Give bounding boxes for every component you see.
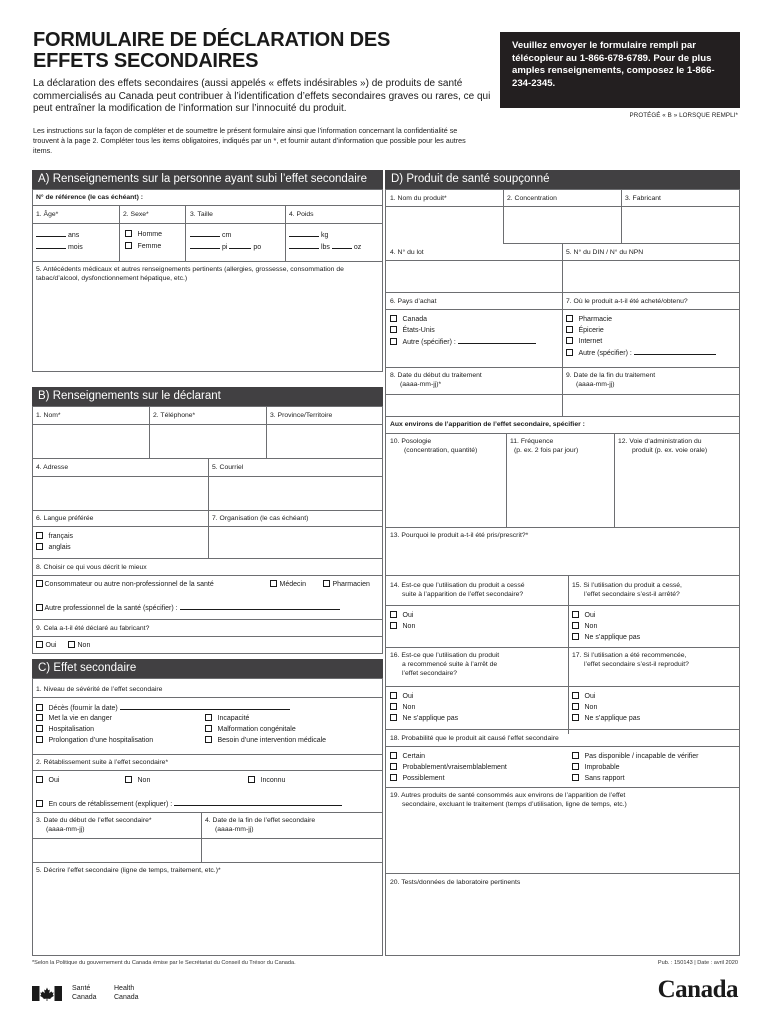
form-title [33, 30, 503, 72]
canada-flag-icon [32, 986, 62, 1006]
effect-stopped-label: 15. Si l’utilisation du produit a cessé, l’effet secondaire s’est-il arrêté? [572, 582, 682, 598]
manufacturer-label: 3. Fabricant [625, 195, 661, 202]
restarted-na-checkbox[interactable]: Ne s’applique pas [390, 714, 458, 723]
product-name-field[interactable] [386, 207, 502, 267]
sex-label: 2. Sexe* [123, 211, 149, 218]
frequency-label: 11. Fréquence (p. ex. 2 fois par jour) [510, 438, 579, 454]
country-canada-checkbox[interactable]: Canada [390, 315, 427, 324]
section-b-header: B) Renseignements sur le déclarant [32, 387, 383, 406]
effect-start-label: 3. Date du début de l’effet secondaire* (aaaa-mm-jj) [36, 817, 152, 833]
prolonged-hospitalization-checkbox[interactable]: Prolongation d’une hospitalisation [36, 736, 153, 745]
title-line-1: FORMULAIRE DE DÉCLARATION DES [33, 29, 391, 51]
use-restarted-label: 16. Est-ce que l’utilisation du produit a recommencé suite à l’arrêt de l’effet secondaire? [390, 652, 500, 677]
title-line-2: EFFETS SECONDAIRES [33, 50, 259, 72]
describe-best-label: 8. Choisir ce qui vous décrit le mieux [36, 564, 147, 571]
recurred-yes-checkbox[interactable]: Oui [572, 692, 595, 701]
recovery-unknown-checkbox[interactable]: Inconnu [248, 776, 285, 785]
reason-label: 13. Pourquoi le produit a-t-il été pris/prescrit?* [390, 532, 529, 539]
organization-field[interactable] [209, 527, 382, 557]
dosage-label: 10. Posologie (concentration, quantité) [390, 438, 478, 454]
email-field[interactable] [209, 477, 382, 509]
age-months-field[interactable] [36, 242, 83, 252]
name-field[interactable] [33, 425, 148, 457]
not-available-checkbox[interactable]: Pas disponible / incapable de vérifier [572, 752, 699, 761]
instructions-text: Les instructions sur la façon de compléter et de soumettre le présent formulaire ainsi que l’information concernant la confidentialité se trouvent à la page 2. Compléter tous les items obligatoires, indiqués par un *, et fournir autant d’information que possible pour les autres items. [33, 126, 466, 155]
place-other-checkbox[interactable]: Autre (spécifier) : [566, 348, 716, 358]
dosage-field[interactable] [386, 460, 505, 526]
phone-field[interactable] [150, 425, 265, 457]
recurred-no-checkbox[interactable]: Non [572, 703, 597, 712]
treatment-start-label: 8. Date du début du traitement (aaaa-mm-jj)* [390, 372, 482, 388]
section-d-header: D) Produit de santé soupçonné [385, 170, 740, 189]
hospitalization-checkbox[interactable]: Hospitalisation [36, 725, 94, 734]
treatment-end-field[interactable] [563, 395, 739, 415]
effect-stopped-yes-checkbox[interactable]: Oui [572, 611, 595, 620]
recovering-checkbox[interactable]: En cours de rétablissement (expliquer) : [36, 799, 342, 809]
congenital-malformation-checkbox[interactable]: Malformation congénitale [205, 725, 296, 734]
severity-label: 1. Niveau de sévérité de l’effet secondaire [36, 686, 163, 693]
lab-tests-label: 20. Tests/données de laboratoire pertinents [390, 879, 521, 886]
effect-end-field[interactable] [202, 839, 382, 861]
reason-field[interactable] [386, 543, 739, 574]
height-cm-field[interactable]: cm [190, 230, 231, 240]
reported-no-checkbox[interactable]: Non [68, 641, 90, 650]
country-usa-checkbox[interactable]: États-Unis [390, 326, 435, 335]
improbable-checkbox[interactable]: Improbable [572, 763, 620, 772]
years-unit: ans [67, 232, 80, 239]
other-products-label: 19. Autres produits de santé consommés aux environs de l’apparition de l’effet secondaire, excluant le traitement (temps d’utilisation, ligne de temps, etc.) [390, 792, 627, 808]
pharmacist-checkbox[interactable]: Pharmacien [323, 580, 370, 589]
address-label: 4. Adresse [36, 464, 69, 471]
age-years-field[interactable] [36, 230, 79, 240]
medical-history-label: 5. Antécédents médicaux et autres renseignements pertinents (allergies, grossesse, consommation de tabac/d’alcool, dysfonctionnement hépatique, etc.) [36, 266, 344, 282]
din-npn-field[interactable] [563, 261, 739, 291]
email-label: 5. Courriel [212, 464, 244, 471]
concentration-label: 2. Concentration [507, 195, 557, 202]
province-field[interactable] [267, 425, 382, 457]
effect-recurred-label: 17. Si l’utilisation a été recommencée, l’effet secondaire s’est-il reproduit? [572, 652, 689, 668]
recurred-na-checkbox[interactable]: Ne s’applique pas [572, 714, 640, 723]
probable-checkbox[interactable]: Probablement/vraisemblablement [390, 763, 507, 772]
describe-effect-label: 5. Décrire l’effet secondaire (ligne de temps, traitement, etc.)* [36, 867, 221, 874]
stopped-no-checkbox[interactable]: Non [390, 622, 415, 631]
describe-effect-field[interactable] [33, 878, 382, 955]
reported-manufacturer-label: 9. Cela a-t-il été déclaré au fabricant? [36, 625, 150, 632]
other-products-field[interactable] [386, 812, 739, 872]
route-field[interactable] [615, 460, 739, 526]
policy-footnote: *Selon la Politique du gouvernement du Canada émise par le Secrétariat du Conseil du Trésor du Canada. [32, 960, 296, 966]
product-name-label: 1. Nom du produit* [390, 195, 447, 202]
consumer-checkbox[interactable]: Consommateur ou autre non-professionnel de la santé [36, 580, 214, 589]
weight-lbs-oz-field[interactable]: lbs oz [289, 242, 361, 252]
internet-checkbox[interactable]: Internet [566, 337, 602, 346]
other-professional-checkbox[interactable]: Autre professionnel de la santé (spécifier) : [36, 603, 340, 613]
name-label: 1. Nom* [36, 412, 61, 419]
around-onset-label: Aux environs de l’apparition de l’effet secondaire, spécifier : [390, 421, 585, 428]
section-c-header: C) Effet secondaire [32, 659, 383, 678]
lab-tests-field[interactable] [386, 890, 739, 955]
health-canada-signature: Health Canada [114, 985, 139, 1001]
restarted-no-checkbox[interactable]: Non [390, 703, 415, 712]
frequency-field[interactable] [507, 460, 613, 526]
death-checkbox[interactable]: Décès (fournir la date) [36, 703, 290, 713]
purchase-country-label: 6. Pays d’achat [390, 298, 437, 305]
section-a-header: A) Renseignements sur la personne ayant subi l’effet secondaire [32, 170, 383, 189]
use-stopped-label: 14. Est-ce que l’utilisation du produit a cessé suite à l’apparition de l’effet secondaire? [390, 582, 525, 598]
grocery-checkbox[interactable]: Épicerie [566, 326, 604, 335]
effect-start-field[interactable] [33, 839, 200, 861]
restarted-yes-checkbox[interactable]: Oui [390, 692, 413, 701]
height-label: 3. Taille [190, 211, 213, 218]
medical-intervention-checkbox[interactable]: Besoin d’une intervention médicale [205, 736, 326, 745]
reference-label: N° de référence (le cas échéant) : [36, 194, 143, 201]
sex-male-checkbox[interactable]: Homme [125, 230, 162, 239]
treatment-start-field[interactable] [386, 395, 561, 415]
address-field[interactable] [33, 477, 207, 509]
pharmacy-checkbox[interactable]: Pharmacie [566, 315, 612, 324]
route-label: 12. Voie d’administration du produit (p. ex. voie orale) [618, 438, 708, 454]
recovery-yes-checkbox[interactable]: Oui [36, 776, 59, 785]
protected-label: PROTÉGÉ « B » LORSQUE REMPLI* [629, 112, 738, 119]
phone-label: 2. Téléphone* [153, 412, 196, 419]
physician-checkbox[interactable]: Médecin [270, 580, 306, 589]
fax-info-box: Veuillez envoyer le formulaire rempli par télécopieur au 1-866-678-6789. Pour de plus amples renseignements, composez le 1-866-234-2345. [500, 32, 740, 108]
manufacturer-field[interactable] [622, 207, 739, 242]
country-other-checkbox[interactable]: Autre (spécifier) : [390, 337, 536, 347]
concentration-field[interactable] [504, 207, 620, 242]
treatment-end-label: 9. Date de la fin du traitement (aaaa-mm-jj) [566, 372, 656, 388]
intro-text: La déclaration des effets secondaires (aussi appelés « effets indésirables ») de produits de santé commercialisés au Canada peut contribuer à l’identification d’effets secondaires graves ou rares, ce qui peut entraîner la modification de l’information sur l’innocuité du produit. [33, 78, 491, 114]
stopped-yes-checkbox[interactable]: Oui [390, 611, 413, 620]
possible-checkbox[interactable]: Possiblement [390, 774, 445, 783]
certain-checkbox[interactable]: Certain [390, 752, 425, 761]
language-label: 6. Langue préférée [36, 515, 94, 522]
reported-yes-checkbox[interactable]: Oui [36, 641, 56, 650]
lot-number-field[interactable] [386, 261, 561, 291]
causality-label: 18. Probabilité que le produit ait causé l’effet secondaire [390, 735, 559, 742]
lot-number-label: 4. N° du lot [390, 249, 424, 256]
disability-checkbox[interactable]: Incapacité [205, 714, 249, 723]
age-label: 1. Âge* [36, 211, 59, 218]
weight-kg-field[interactable]: kg [289, 230, 328, 240]
life-threatening-checkbox[interactable]: Met la vie en danger [36, 714, 112, 723]
province-label: 3. Province/Territoire [270, 412, 333, 419]
effect-stopped-na-checkbox[interactable]: Ne s’applique pas [572, 633, 640, 642]
effect-stopped-no-checkbox[interactable]: Non [572, 622, 597, 631]
din-npn-label: 5. N° du DIN / N° du NPN [566, 249, 644, 256]
organization-label: 7. Organisation (le cas échéant) [212, 515, 309, 522]
weight-label: 4. Poids [289, 211, 314, 218]
sante-canada-signature: Santé Canada [72, 985, 97, 1001]
recovery-no-checkbox[interactable]: Non [125, 776, 150, 785]
language-english-checkbox[interactable]: anglais [36, 543, 71, 552]
publication-info: Pub. : 150143 | Date : avril 2020 [657, 960, 738, 966]
obtained-where-label: 7. Où le produit a-t-il été acheté/obtenu? [566, 298, 688, 305]
months-unit: mois [67, 244, 83, 251]
canada-wordmark: Canada [657, 976, 738, 1003]
effect-end-label: 4. Date de la fin de l’effet secondaire (aaaa-mm-jj) [205, 817, 316, 833]
language-french-checkbox[interactable]: français [36, 532, 73, 541]
height-ft-in-field[interactable]: pi po [190, 242, 261, 252]
medical-history-field[interactable] [33, 288, 382, 371]
recovery-label: 2. Rétablissement suite à l’effet secondaire* [36, 759, 169, 766]
unrelated-checkbox[interactable]: Sans rapport [572, 774, 625, 783]
sex-female-checkbox[interactable]: Femme [125, 242, 161, 251]
